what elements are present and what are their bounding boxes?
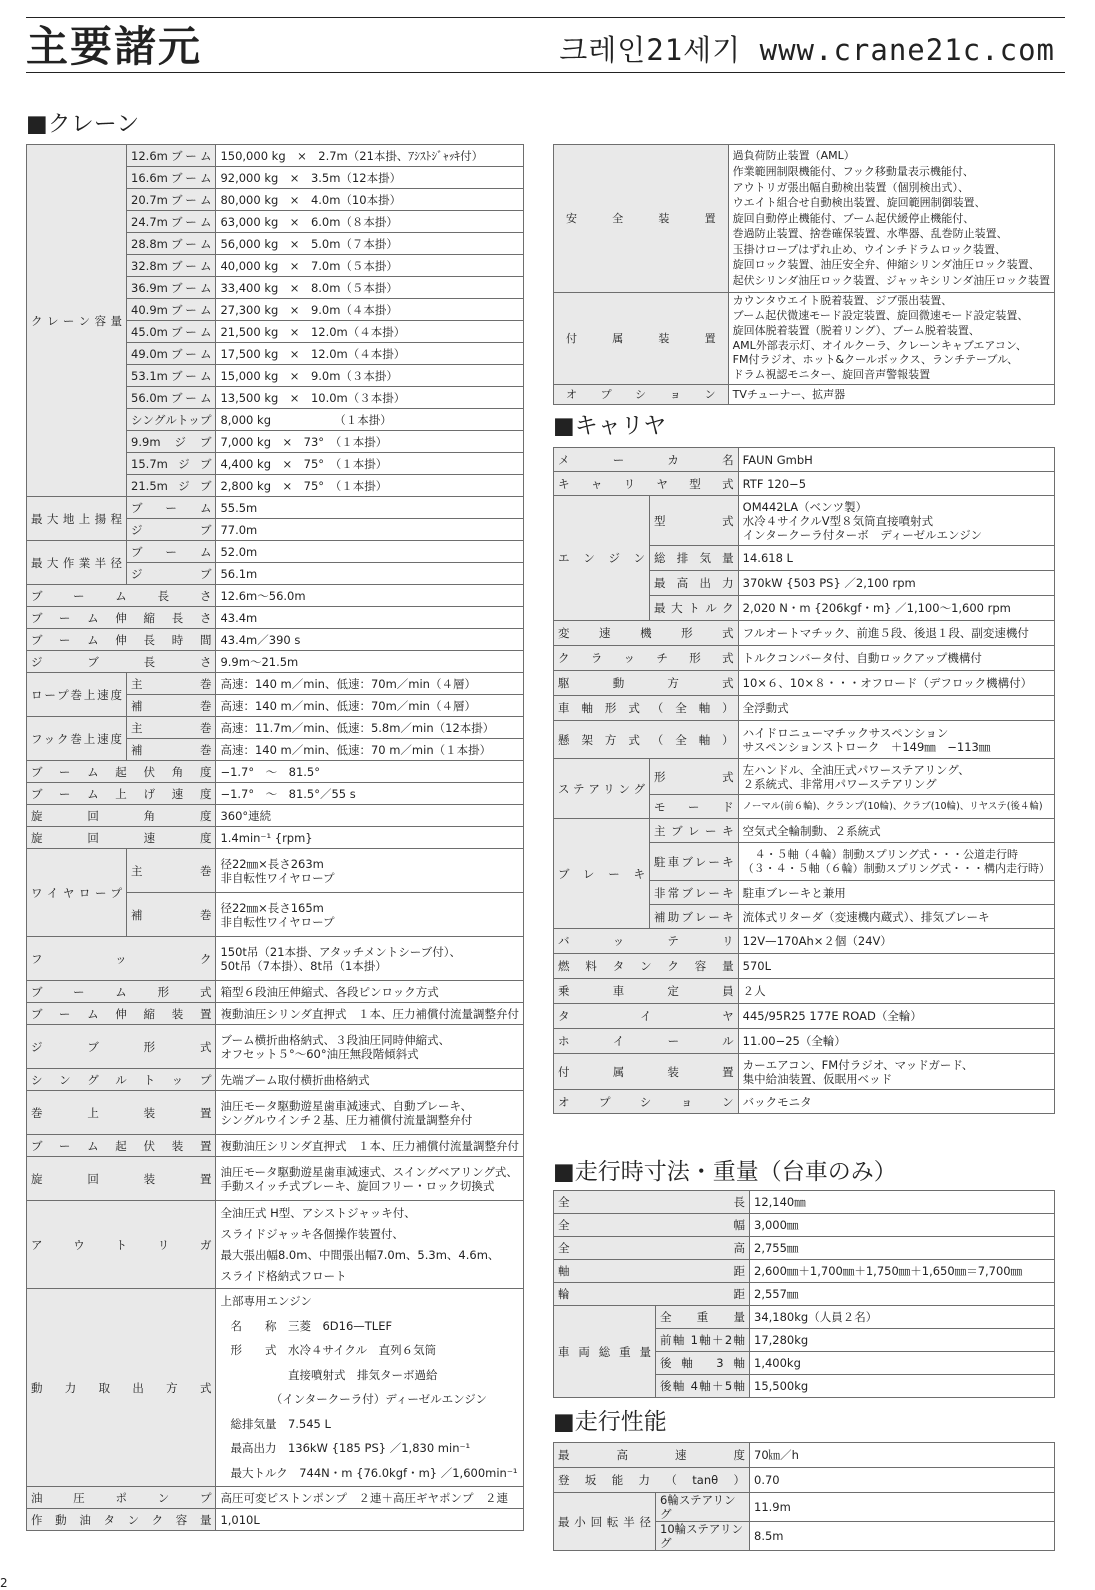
value-line: 過負荷防止装置（AML） [732,149,855,163]
rope-speed-label: ロープ巻上速度 [27,673,127,717]
section-carrier: ■キャリヤ [553,413,667,439]
spec-key: 旋回角度 [27,805,216,827]
capacity-load: 80,000 kg × 4.0m（10本掛） [216,189,524,211]
spec-value [216,1091,524,1135]
spec-value: 370kW {503 PS} ／2,100 rpm [738,571,1054,596]
header-rule [26,72,1065,73]
capacity-boom: シングルトップ [127,409,216,431]
spec-key: 駐車ブレーキ [650,843,739,881]
capacity-boom: 20.7mブーム [127,189,216,211]
value-line: ブーム横折曲格納式、３段油圧同時伸縮式、 [220,1032,451,1047]
max-lift-label: 最大地上揚程 [27,497,127,541]
spec-key: ホイール [554,1029,739,1054]
capacity-load: 92,000 kg × 3.5m（12本掛） [216,167,524,189]
capacity-row [27,145,524,167]
value-line: 最高出力 136kW {185 PS} ／1,830 min⁻¹ [230,1441,471,1455]
spec-key: ブーム [127,497,216,519]
spec-value [216,1201,524,1289]
spec-value: 1,400kg [750,1352,1055,1375]
spec-key: 全重量 [656,1306,750,1329]
spec-value: 12,140㎜ [750,1191,1055,1214]
spec-key: 旋回装置 [27,1157,216,1201]
spec-value: 570L [738,954,1054,979]
spec-key: ブーム伸長時間 [27,629,216,651]
value-line: 非自転性ワイヤロープ [220,870,335,885]
value-line: 最大張出幅8.0m、中間張出幅7.0m、5.3m、4.6m、 [220,1247,500,1262]
capacity-load: 21,500 kg × 12.0m（４本掛） [216,321,524,343]
spec-key: 最高速度 [554,1443,750,1468]
spec-value: 2,755㎜ [750,1237,1055,1260]
spec-key: 形式 [650,759,739,795]
value-line: 油圧モータ駆動遊星歯車減速式、スイングベアリング式、 [220,1164,518,1179]
spec-key: メーカ名 [554,448,739,472]
spec-value: 14.618 L [738,546,1054,571]
capacity-boom: 9.9mジブ [127,431,216,453]
value-line: 径22㎜×長さ165m [220,900,324,915]
spec-key: ブーム [127,541,216,563]
spec-value: −1.7° 〜 81.5° [216,761,524,783]
spec-value [738,721,1054,759]
spec-key: 動力取出方式 [27,1289,216,1487]
spec-value: 流体式リターダ（変速機内蔵式）、排気ブレーキ [738,905,1054,929]
spec-key: ジブ [127,519,216,541]
value-line: サスペンションストローク ＋149㎜ −113㎜ [742,739,991,754]
value-line: 左ハンドル、全油圧式パワーステアリング、 [742,762,970,777]
value-line: （３・４・５軸（６輪）制動スプリング式・・・構内走行時） [742,861,1050,875]
spec-key: 後軸 3軸 [656,1352,750,1375]
spec-key: ブーム形式 [27,981,216,1003]
spec-value [738,1054,1054,1090]
spec-key: 付属装置 [554,293,729,385]
spec-value: 箱型６段油圧伸縮式、各段ピンロック方式 [216,981,524,1003]
spec-value: 10×６、10×８・・・オフロード（デフロック機構付） [738,671,1054,696]
spec-value: バックモニタ [738,1090,1054,1114]
value-line: 玉掛けロープはずれ止め、ウインチドラムロック装置、 [732,242,1006,256]
capacity-load: 63,000 kg × 6.0m（８本掛） [216,211,524,233]
spec-key: 登坂能力（tanθ） [554,1468,750,1493]
capacity-boom: 28.8mブーム [127,233,216,255]
capacity-boom: 21.5mジブ [127,475,216,497]
value-line: FM付ラジオ、ホット&クールボックス、ランチテーブル、 [732,353,1019,367]
spec-value: 全浮動式 [738,696,1054,721]
spec-key: 総排気量 [650,546,739,571]
value-line: 150t吊（21本掛、アタッチメントシーブ付）、 [220,944,461,959]
spec-key: 後軸 4軸＋5軸 [656,1375,750,1398]
value-line: 径22㎜×長さ263m [220,856,324,871]
spec-value [728,293,1054,385]
site-url: 크레인21세기 www.crane21c.com [559,33,1055,67]
spec-value [216,1157,524,1201]
spec-key: フック [27,937,216,981]
spec-key: 補巻 [127,739,216,761]
value-line: ２系統式、非常用パワーステアリング [742,776,937,791]
value-line: ブーム起伏微速モード設定装置、旋回微速モード設定装置、 [732,308,1029,322]
spec-key: 非常ブレーキ [650,881,739,905]
value-line: 直接噴射式 排気ターボ過給 [230,1367,438,1382]
spec-key: 全幅 [554,1214,750,1237]
max-radius-label: 最大作業半径 [27,541,127,585]
page-title: 主要諸元 [26,22,203,71]
spec-key: ブーム長さ [27,585,216,607]
spec-key: 補巻 [127,893,216,937]
spec-key: 主巻 [127,849,216,893]
spec-key: 主巻 [127,673,216,695]
capacity-boom: 36.9mブーム [127,277,216,299]
capacity-load: 40,000 kg × 7.0m（５本掛） [216,255,524,277]
value-line: ハイドロニューマチックサスペンション [742,725,949,740]
capacity-boom: 56.0mブーム [127,387,216,409]
value-line: AML外部表示灯、オイルクーラ、クレーンキャブエアコン、 [732,338,1027,352]
spec-key: 6輪ステアリング [656,1493,750,1522]
engine-label: エンジン [554,496,650,621]
spec-value: 43.4m／390 s [216,629,524,651]
capacity-load: 13,500 kg × 10.0m（３本掛） [216,387,524,409]
spec-key: シングルトップ [27,1069,216,1091]
brake-label: ブレーキ [554,819,650,929]
spec-value: 1.4min⁻¹ {rpm} [216,827,524,849]
value-line: オフセット５°〜60°油圧無段階傾斜式 [220,1046,419,1061]
spec-key: 懸架方式（全軸） [554,721,739,759]
spec-key: 変速機形式 [554,621,739,646]
capacity-boom: 16.6mブーム [127,167,216,189]
spec-key: 駆動方式 [554,671,739,696]
spec-value: RTF 120−5 [738,472,1054,496]
spec-value: TVチューナー、拡声器 [728,385,1054,405]
spec-value: 77.0m [216,519,524,541]
spec-key: オプション [554,385,729,405]
spec-value: 1,010L [216,1509,524,1531]
spec-value: 先端ブーム取付横折曲格納式 [216,1069,524,1091]
spec-value: 2,600㎜＋1,700㎜＋1,750㎜＋1,650㎜＝7,700㎜ [750,1260,1055,1283]
spec-value: 高圧可変ピストンポンプ ２連＋高圧ギヤポンプ ２連 [216,1487,524,1509]
spec-key: ブーム伸縮装置 [27,1003,216,1025]
spec-value: 445/95R25 177E ROAD（全輪） [738,1004,1054,1029]
value-line: 最大トルク 744N・m {76.0kgf・m} ／1,600min⁻¹ [230,1465,518,1480]
spec-value: 12.6m〜56.0m [216,585,524,607]
spec-value: 17,280kg [750,1329,1055,1352]
capacity-boom: 24.7mブーム [127,211,216,233]
value-line: 起伏シリンダ油圧ロック装置、ジャッキシリンダ油圧ロック装置 [732,274,1050,288]
value-line: カーエアコン、FM付ラジオ、マッドガード、 [742,1057,974,1072]
spec-key: 最高出力 [650,571,739,596]
spec-key: 付属装置 [554,1054,739,1090]
spec-key: クラッチ形式 [554,646,739,671]
spec-value [728,145,1054,293]
spec-key: タイヤ [554,1004,739,1029]
spec-value [216,937,524,981]
spec-value [738,759,1054,795]
capacity-load: 7,000 kg × 73° （１本掛） [216,431,524,453]
spec-key: 巻上装置 [27,1091,216,1135]
spec-value: 52.0m [216,541,524,563]
value-line: 油圧モータ駆動遊星歯車減速式、自動ブレーキ、 [220,1098,473,1113]
value-line: OM442LA（ベンツ製） [742,499,868,514]
spec-key: 軸距 [554,1260,750,1283]
gross-weight-label: 車両総重量 [554,1306,656,1398]
spec-value: トルクコンバータ付、自動ロックアップ機構付 [738,646,1054,671]
value-line: 旋回ロック装置、油圧安全弁、伸縮シリンダ油圧ロック装置、 [732,258,1040,272]
spec-key: ジブ [127,563,216,585]
spec-value: 15,500kg [750,1375,1055,1398]
value-line: インタークーラ付ターボ ディーゼルエンジン [742,527,982,542]
spec-value: 11.9m [750,1493,1055,1522]
spec-key: 安全装置 [554,145,729,293]
spec-key: ブーム伸縮長さ [27,607,216,629]
spec-key: ブーム起伏角度 [27,761,216,783]
spec-value: 空気式全輪制動、２系統式 [738,819,1054,843]
value-line: 集中給油装置、仮眠用ベッド [742,1071,893,1086]
capacity-boom: 45.0mブーム [127,321,216,343]
section-dims: ■走行時寸法・重量（台車のみ） [553,1159,897,1185]
spec-key: 10輪ステアリング [656,1522,750,1551]
spec-key: モード [650,795,739,819]
spec-value: 高速：11.7m／min、低速：5.8m／min（12本掛） [216,717,524,739]
wire-rope-label: ワイヤロープ [27,849,127,937]
capacity-load: 15,000 kg × 9.0m（３本掛） [216,365,524,387]
value-line: 総排気量 7.545 L [230,1416,331,1431]
spec-value [216,1289,524,1487]
spec-value: FAUN GmbH [738,448,1054,472]
value-line: 作業範囲制限機能付、フック移動量表示機能付、 [732,164,974,178]
spec-value: −1.7° 〜 81.5°／55 s [216,783,524,805]
capacity-load: 8,000 kg （１本掛） [216,409,524,431]
spec-value: ２人 [738,979,1054,1004]
value-line: 非自転性ワイヤロープ [220,914,335,929]
capacity-load: 2,800 kg × 75° （１本掛） [216,475,524,497]
capacity-load: 17,500 kg × 12.0m（４本掛） [216,343,524,365]
spec-key: ブーム上げ速度 [27,783,216,805]
spec-key: キャリヤ型式 [554,472,739,496]
value-line: 旋回体脱着装置（脱着リング）、ブーム脱着装置、 [732,323,980,337]
spec-key: アウトリガ [27,1201,216,1289]
value-line: （インタークーラ付）ディーゼルエンジン [230,1392,488,1406]
spec-value: 12V—170Ah×２個（24V） [738,929,1054,954]
spec-key: 乗車定員 [554,979,739,1004]
spec-value: 複動油圧シリンダ直押式 １本、圧力補償付流量調整弁付 [216,1003,524,1025]
carrier-table [553,447,1055,1114]
capacity-load: 150,000 kg × 2.7m（21本掛、ｱｼｽﾄｼﾞｬｯｷ付） [216,145,524,167]
value-line: スライドジャッキ各個操作装置付、 [220,1226,404,1241]
spec-value: 8.5m [750,1522,1055,1551]
capacity-boom: 15.7mジブ [127,453,216,475]
spec-value [216,893,524,937]
spec-value: 高速：140 m／min、低速：70m／min（４層） [216,695,524,717]
spec-value [738,843,1054,881]
spec-key: 型式 [650,496,739,546]
capacity-load: 4,400 kg × 75° （１本掛） [216,453,524,475]
value-line: 巻過防止装置、捨巻確保装置、水準器、乱巻防止装置、 [732,227,1008,241]
value-line: 水冷４サイクルV型８気筒直接噴射式 [742,513,934,528]
steering-label: ステアリング [554,759,650,819]
spec-key: 油圧ポンプ [27,1487,216,1509]
value-line: ドラム視認モニター、旋回音声警報装置 [732,368,931,382]
spec-key: 主巻 [127,717,216,739]
spec-key: ジブ形式 [27,1025,216,1069]
capacity-load: 56,000 kg × 5.0m（７本掛） [216,233,524,255]
value-line: カウンタウエイト脱着装置、ジブ張出装置、 [732,294,953,308]
value-line: ４・５軸（４輪）制動スプリング式・・・公道走行時 [754,847,1018,861]
value-line: 名 称 三菱 6D16—TLEF [230,1318,393,1333]
top-rule [26,17,1065,18]
spec-value: 駐車ブレーキと兼用 [738,881,1054,905]
spec-key: 車軸形式（全軸） [554,696,739,721]
spec-value [216,849,524,893]
spec-value: フルオートマチック、前進５段、後退１段、副変速機付 [738,621,1054,646]
spec-key: ブーム起伏装置 [27,1135,216,1157]
spec-key: 全高 [554,1237,750,1260]
spec-value [738,496,1054,546]
spec-key: 輪距 [554,1283,750,1306]
spec-key: 補助ブレーキ [650,905,739,929]
value-line: 50t吊（7本掛）、8t吊（1本掛） [220,958,387,973]
value-line: アウトリガ張出幅自動検出装置（個別検出式）、 [732,180,970,194]
capacity-boom: 12.6mブーム [127,145,216,167]
min-turning-radius-label: 最小回転半径 [554,1493,656,1551]
safety-table [553,144,1055,405]
spec-value: 360°連続 [216,805,524,827]
value-line: スライド格納式フロート [220,1268,347,1283]
value-line: 形 式 水冷４サイクル 直列６気筒 [230,1343,437,1357]
spec-key: 全長 [554,1191,750,1214]
section-perf: ■走行性能 [553,1409,667,1435]
hook-speed-label: フック巻上速度 [27,717,127,761]
spec-value: 34,180kg（人員２名） [750,1306,1055,1329]
spec-value [216,1025,524,1069]
spec-value: 2,020 N・m {206kgf・m} ／1,100〜1,600 rpm [738,596,1054,621]
spec-value: 56.1m [216,563,524,585]
spec-value: 複動油圧シリンダ直押式 １本、圧力補償付流量調整弁付 [216,1135,524,1157]
spec-value: 9.9m〜21.5m [216,651,524,673]
spec-key: 燃料タンク容量 [554,954,739,979]
spec-value: 43.4m [216,607,524,629]
value-line: 上部専用エンジン [220,1294,312,1308]
spec-key: 作動油タンク容量 [27,1509,216,1531]
spec-value: 55.5m [216,497,524,519]
spec-key: オプション [554,1090,739,1114]
spec-value: 11.00−25（全輪） [738,1029,1054,1054]
spec-value: 高速：140 m／min、低速：70 m／min（１本掛） [216,739,524,761]
crane-spec-table [26,144,524,1531]
capacity-load: 27,300 kg × 9.0m（４本掛） [216,299,524,321]
perf-table [553,1442,1055,1551]
page-number: 2 [0,1576,8,1590]
crane-capacity-label: クレーン容量 [27,145,127,497]
spec-key: 補巻 [127,695,216,717]
spec-key: 旋回速度 [27,827,216,849]
spec-value: 高速：140 m／min、低速：70m／min（４層） [216,673,524,695]
spec-key: 最大トルク [650,596,739,621]
capacity-boom: 49.0mブーム [127,343,216,365]
value-line: ウエイト組合せ自動検出装置、旋回範囲制御装置、 [732,196,986,210]
capacity-boom: 40.9mブーム [127,299,216,321]
section-crane: ■クレーン [26,111,140,137]
capacity-boom: 53.1mブーム [127,365,216,387]
dims-table [553,1190,1055,1398]
value-line: 旋回自動停止機能付、ブーム起伏緩停止機能付、 [732,211,975,225]
capacity-boom: 32.8mブーム [127,255,216,277]
spec-value: ノーマル(前６輪)、クランプ(10輪)、クラブ(10輪)、リヤステ(後４輪) [738,795,1054,819]
spec-value: 3,000㎜ [750,1214,1055,1237]
spec-value: 70㎞／h [750,1443,1055,1468]
spec-key: 主ブレーキ [650,819,739,843]
capacity-load: 33,400 kg × 8.0m（５本掛） [216,277,524,299]
value-line: 手動スイッチ式ブレーキ、旋回フリー・ロック切換式 [220,1178,495,1193]
spec-value: 0.70 [750,1468,1055,1493]
spec-key: ジブ長さ [27,651,216,673]
spec-value: 2,557㎜ [750,1283,1055,1306]
spec-key: バッテリ [554,929,739,954]
spec-key: 前軸 1軸＋2軸 [656,1329,750,1352]
value-line: シングルウインチ２基、圧力補償付流量調整弁付 [220,1112,473,1127]
value-line: 全油圧式 H型、アシストジャッキ付、 [220,1205,416,1220]
